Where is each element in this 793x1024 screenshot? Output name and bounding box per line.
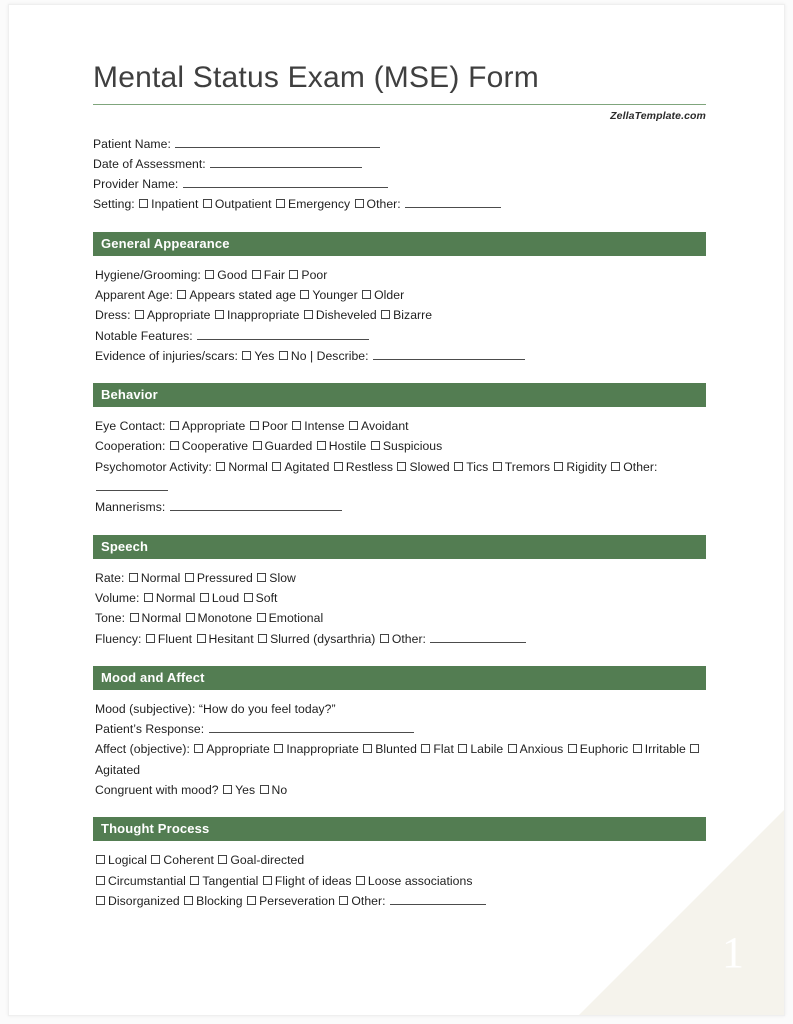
checkbox-fluency-fluent[interactable]	[146, 634, 155, 643]
checkbox-rate-slow[interactable]	[257, 573, 266, 582]
checkbox-tone-emotional[interactable]	[257, 613, 266, 622]
thought-option-goal-directed: Goal-directed	[230, 853, 305, 868]
fluency-label: Fluency:	[95, 631, 142, 646]
checkbox-age-older[interactable]	[362, 290, 371, 299]
checkbox-injuries-no[interactable]	[279, 351, 288, 360]
section-body-behavior	[93, 416, 706, 517]
checkbox-coop-hostile[interactable]	[317, 441, 326, 450]
rate-option-slow: Slow	[269, 570, 296, 585]
fluency-other-label: Other:	[391, 631, 426, 646]
checkbox-affect-anxious[interactable]	[508, 744, 517, 753]
checkbox-affect-irritable[interactable]	[633, 744, 642, 753]
checkbox-thought-tangential[interactable]	[190, 876, 199, 885]
page-title: Mental Status Exam (MSE) Form	[93, 61, 539, 94]
document-page	[8, 4, 785, 1016]
provider-name-row	[93, 174, 706, 194]
checkbox-eye-intense[interactable]	[292, 421, 301, 430]
section-body-mood-and-affect	[93, 699, 706, 800]
eye-option-poor: Poor	[261, 419, 288, 434]
thought-option-circumstantial: Circumstantial	[108, 873, 186, 888]
checkbox-eye-poor[interactable]	[250, 421, 259, 430]
eye-option-avoidant: Avoidant	[360, 419, 409, 434]
rate-label: Rate:	[95, 570, 125, 585]
coop-option-guarded: Guarded	[264, 439, 313, 454]
rate-row	[95, 568, 706, 588]
section-body-general-appearance	[93, 265, 706, 366]
psy-other-label: Other:	[623, 459, 658, 474]
affect-label: Affect (objective):	[95, 742, 190, 757]
checkbox-eye-avoidant[interactable]	[349, 421, 358, 430]
checkbox-tone-normal[interactable]	[130, 613, 139, 622]
affect-option-appropriate: Appropriate	[206, 742, 270, 757]
dress-row	[95, 305, 706, 325]
eye-option-intense: Intense	[304, 419, 345, 434]
checkbox-psy-restless[interactable]	[334, 462, 343, 471]
affect-option-agitated: Agitated	[95, 762, 141, 777]
coop-option-cooperative: Cooperative	[181, 439, 249, 454]
fluency-option-hesitant: Hesitant	[208, 631, 254, 646]
coop-option-hostile: Hostile	[328, 439, 367, 454]
affect-option-euphoric: Euphoric	[579, 742, 629, 757]
checkbox-hygiene-good[interactable]	[205, 270, 214, 279]
hygiene-row	[95, 265, 706, 285]
thought-option-loose-associations: Loose associations	[367, 873, 473, 888]
checkbox-coop-cooperative[interactable]	[170, 441, 179, 450]
mannerisms-label: Mannerisms:	[95, 500, 166, 515]
dress-option-appropriate: Appropriate	[146, 308, 211, 323]
checkbox-age-stated[interactable]	[177, 290, 186, 299]
checkbox-tone-monotone[interactable]	[186, 613, 195, 622]
tone-option-emotional: Emotional	[268, 611, 324, 626]
checkbox-setting-inpatient[interactable]	[139, 199, 148, 208]
affect-option-labile: Labile	[470, 742, 504, 757]
notable-features-label: Notable Features:	[95, 328, 193, 343]
thought-other-label: Other:	[351, 893, 386, 908]
checkbox-coop-guarded[interactable]	[253, 441, 262, 450]
thought-option-logical: Logical	[108, 853, 147, 868]
checkbox-dress-disheveled[interactable]	[304, 310, 313, 319]
injuries-option-yes: Yes	[254, 348, 275, 363]
checkbox-thought-loose-associations[interactable]	[356, 876, 365, 885]
affect-option-inappropriate: Inappropriate	[286, 742, 359, 757]
patient-response-row	[95, 719, 706, 739]
fluency-other-input[interactable]	[430, 630, 526, 643]
patient-response-input[interactable]	[209, 720, 414, 733]
checkbox-volume-normal[interactable]	[144, 593, 153, 602]
checkbox-dress-inappropriate[interactable]	[215, 310, 224, 319]
checkbox-congruent-yes[interactable]	[223, 785, 232, 794]
section-header-thought-process: Thought Process	[93, 817, 706, 841]
date-of-assessment-label: Date of Assessment:	[93, 156, 206, 171]
checkbox-age-younger[interactable]	[300, 290, 309, 299]
rate-option-pressured: Pressured	[196, 570, 253, 585]
checkbox-thought-circumstantial[interactable]	[96, 876, 105, 885]
page-number: 1	[722, 928, 744, 977]
checkbox-setting-outpatient[interactable]	[203, 199, 212, 208]
tone-label: Tone:	[95, 611, 126, 626]
checkbox-thought-coherent[interactable]	[151, 855, 160, 864]
apparent-age-row	[95, 285, 706, 305]
checkbox-thought-logical[interactable]	[96, 855, 105, 864]
checkbox-thought-other[interactable]	[339, 896, 348, 905]
dress-option-inappropriate: Inappropriate	[226, 308, 300, 323]
checkbox-dress-bizarre[interactable]	[381, 310, 390, 319]
setting-option-outpatient: Outpatient	[214, 197, 272, 212]
patient-name-row	[93, 134, 706, 154]
checkbox-psy-agitated[interactable]	[272, 462, 281, 471]
section-header-speech: Speech	[93, 535, 706, 559]
injuries-option-no: No	[290, 348, 307, 363]
age-option-younger: Younger	[312, 287, 358, 302]
tone-option-normal: Normal	[141, 611, 182, 626]
psy-option-tremors: Tremors	[504, 459, 550, 474]
checkbox-affect-agitated[interactable]	[690, 744, 699, 753]
checkbox-setting-emergency[interactable]	[276, 199, 285, 208]
congruent-option-yes: Yes	[235, 783, 256, 798]
volume-option-normal: Normal	[155, 590, 196, 605]
hygiene-option-poor: Poor	[301, 267, 328, 282]
checkbox-affect-inappropriate[interactable]	[274, 744, 283, 753]
thought-option-perseveration: Perseveration	[259, 893, 335, 908]
psychomotor-label: Psychomotor Activity:	[95, 459, 212, 474]
thought-option-flight-of-ideas: Flight of ideas	[274, 873, 352, 888]
volume-option-loud: Loud	[211, 590, 240, 605]
thought-option-tangential: Tangential	[202, 873, 259, 888]
affect-option-irritable: Irritable	[644, 742, 686, 757]
psy-other-input[interactable]	[96, 478, 168, 491]
volume-row	[95, 588, 706, 608]
age-option-stated: Appears stated age	[189, 287, 296, 302]
fluency-option-slurred: Slurred (dysarthria)	[270, 631, 376, 646]
thought-row-3	[95, 891, 706, 911]
date-of-assessment-input[interactable]	[210, 155, 362, 168]
checkbox-thought-blocking[interactable]	[184, 896, 193, 905]
thought-other-input[interactable]	[390, 892, 486, 905]
injuries-describe-label: Describe:	[316, 348, 369, 363]
mood-subjective-row: Mood (subjective): “How do you feel today?”	[95, 701, 336, 716]
fluency-option-fluent: Fluent	[157, 631, 193, 646]
checkbox-hygiene-poor[interactable]	[289, 270, 298, 279]
setting-label: Setting:	[93, 197, 135, 212]
affect-option-anxious: Anxious	[519, 742, 564, 757]
checkbox-fluency-slurred[interactable]	[258, 634, 267, 643]
congruent-option-no: No	[271, 783, 288, 798]
setting-row	[93, 194, 706, 214]
provider-name-label: Provider Name:	[93, 177, 179, 192]
cooperation-row	[95, 436, 706, 456]
checkbox-psy-tremors[interactable]	[493, 462, 502, 471]
volume-option-soft: Soft	[255, 590, 278, 605]
psy-option-rigidity: Rigidity	[566, 459, 607, 474]
injuries-row	[95, 346, 706, 366]
provider-name-input[interactable]	[183, 175, 388, 188]
checkbox-dress-appropriate[interactable]	[135, 310, 144, 319]
hygiene-option-good: Good	[217, 267, 248, 282]
thought-option-disorganized: Disorganized	[108, 893, 180, 908]
checkbox-coop-suspicious[interactable]	[371, 441, 380, 450]
checkbox-volume-soft[interactable]	[244, 593, 253, 602]
checkbox-injuries-yes[interactable]	[242, 351, 251, 360]
psy-option-restless: Restless	[345, 459, 394, 474]
checkbox-affect-labile[interactable]	[458, 744, 467, 753]
title-divider	[93, 104, 706, 105]
dress-label: Dress:	[95, 308, 131, 323]
checkbox-fluency-other[interactable]	[380, 634, 389, 643]
checkbox-fluency-hesitant[interactable]	[197, 634, 206, 643]
checkbox-psy-other[interactable]	[611, 462, 620, 471]
checkbox-rate-normal[interactable]	[129, 573, 138, 582]
checkbox-psy-rigidity[interactable]	[554, 462, 563, 471]
checkbox-congruent-no[interactable]	[260, 785, 269, 794]
psy-option-slowed: Slowed	[409, 459, 450, 474]
psy-option-normal: Normal	[228, 459, 268, 474]
injuries-separator: |	[309, 348, 314, 363]
eye-contact-label: Eye Contact:	[95, 419, 166, 434]
thought-row-2	[95, 871, 706, 891]
rate-option-normal: Normal	[140, 570, 181, 585]
checkbox-affect-appropriate[interactable]	[194, 744, 203, 753]
psychomotor-row	[95, 457, 706, 498]
affect-row	[95, 739, 706, 780]
checkbox-affect-euphoric[interactable]	[568, 744, 577, 753]
patient-response-label: Patient’s Response:	[95, 722, 205, 737]
mannerisms-row	[95, 497, 706, 517]
section-body-speech	[93, 568, 706, 649]
congruent-label: Congruent with mood?	[95, 783, 219, 798]
setting-other-input[interactable]	[405, 195, 501, 208]
apparent-age-label: Apparent Age:	[95, 287, 173, 302]
checkbox-psy-normal[interactable]	[216, 462, 225, 471]
brand-watermark: ZellaTemplate.com	[610, 109, 706, 122]
injuries-describe-input[interactable]	[373, 347, 525, 360]
notable-features-input[interactable]	[197, 327, 369, 340]
setting-option-inpatient: Inpatient	[151, 197, 199, 212]
checkbox-thought-flight-of-ideas[interactable]	[263, 876, 272, 885]
notable-features-row	[95, 326, 706, 346]
coop-option-suspicious: Suspicious	[382, 439, 443, 454]
date-of-assessment-row	[93, 154, 706, 174]
patient-name-label: Patient Name:	[93, 136, 171, 151]
section-body-thought-process	[93, 850, 706, 911]
injuries-label: Evidence of injuries/scars:	[95, 348, 238, 363]
psy-option-tics: Tics	[466, 459, 489, 474]
thought-row-1	[95, 850, 706, 870]
setting-option-emergency: Emergency	[288, 197, 351, 212]
checkbox-psy-tics[interactable]	[454, 462, 463, 471]
checkbox-rate-pressured[interactable]	[185, 573, 194, 582]
section-header-mood-and-affect: Mood and Affect	[93, 666, 706, 690]
setting-other-label: Other:	[366, 197, 401, 212]
patient-name-input[interactable]	[175, 135, 380, 148]
hygiene-label: Hygiene/Grooming:	[95, 267, 201, 282]
checkbox-setting-other[interactable]	[355, 199, 364, 208]
hygiene-option-fair: Fair	[263, 267, 285, 282]
document-content	[93, 61, 706, 911]
checkbox-eye-appropriate[interactable]	[170, 421, 179, 430]
checkbox-affect-blunted[interactable]	[363, 744, 372, 753]
eye-option-appropriate: Appropriate	[181, 419, 246, 434]
dress-option-disheveled: Disheveled	[315, 308, 377, 323]
mannerisms-input[interactable]	[170, 498, 342, 511]
age-option-older: Older	[374, 287, 405, 302]
congruent-row	[95, 780, 706, 800]
thought-option-coherent: Coherent	[163, 853, 214, 868]
checkbox-volume-loud[interactable]	[200, 593, 209, 602]
affect-option-blunted: Blunted	[375, 742, 417, 757]
cooperation-label: Cooperation:	[95, 439, 166, 454]
psy-option-agitated: Agitated	[284, 459, 330, 474]
checkbox-affect-flat[interactable]	[421, 744, 430, 753]
tone-option-monotone: Monotone	[197, 611, 253, 626]
tone-row	[95, 608, 706, 628]
checkbox-thought-disorganized[interactable]	[96, 896, 105, 905]
checkbox-hygiene-fair[interactable]	[252, 270, 261, 279]
fluency-row	[95, 629, 706, 649]
volume-label: Volume:	[95, 590, 140, 605]
checkbox-thought-perseveration[interactable]	[247, 896, 256, 905]
patient-info-block	[93, 134, 706, 215]
checkbox-thought-goal-directed[interactable]	[218, 855, 227, 864]
dress-option-bizarre: Bizarre	[393, 308, 433, 323]
thought-option-blocking: Blocking	[196, 893, 243, 908]
checkbox-psy-slowed[interactable]	[397, 462, 406, 471]
section-header-general-appearance: General Appearance	[93, 232, 706, 256]
eye-contact-row	[95, 416, 706, 436]
section-header-behavior: Behavior	[93, 383, 706, 407]
affect-option-flat: Flat	[433, 742, 454, 757]
